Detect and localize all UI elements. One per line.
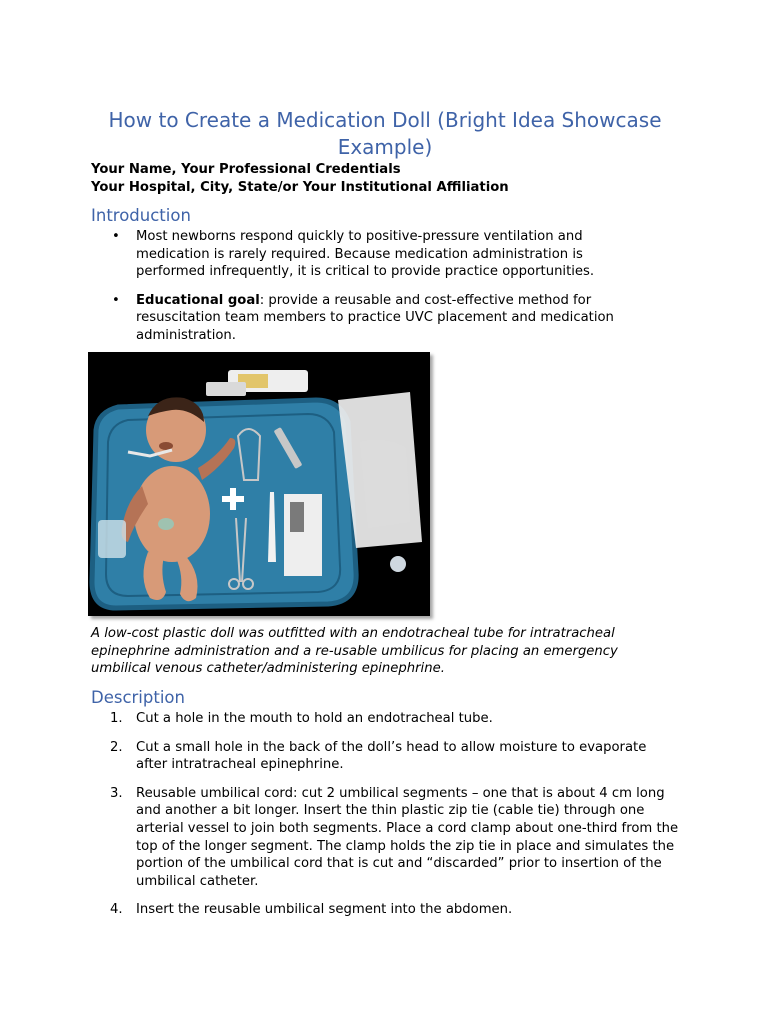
- introduction-heading: Introduction: [91, 206, 191, 225]
- step-number: 1.: [110, 711, 123, 726]
- step-text: Cut a small hole in the back of the doll’s head to allow moisture to evaporate after intratracheal epinephrine.: [136, 739, 647, 773]
- step-text: Cut a hole in the mouth to hold an endotracheal tube.: [136, 711, 493, 726]
- figure-caption: A low-cost plastic doll was outfitted with an endotracheal tube for intratracheal epinephrine administration and a re-usable umbilicus for placing an emergency umbilical venous catheter/administering epinephrine.: [91, 626, 618, 677]
- document-title: How to Create a Medication Doll (Bright Idea Showcase Example): [108, 108, 662, 159]
- step-text: Reusable umbilical cord: cut 2 umbilical segments – one that is about 4 cm long and another a bit longer. Insert the thin plastic zip tie (cable tie) through one arterial vessel to join both segments. Place a cord clamp about one-third from the top of the longer segment. The clamp holds the zip tie in place and simulates the portion of the umbilical cord that is cut and “discarded” prior to insertion of the umbilical catheter.: [136, 785, 679, 889]
- list-item: [110, 228, 650, 281]
- step-text: Insert the reusable umbilical segment into the abdomen.: [136, 902, 513, 918]
- description-steps: [110, 710, 680, 930]
- introduction-bullets: [110, 228, 650, 356]
- step-number: 2.: [110, 739, 123, 755]
- affiliation-line: Your Hospital, City, State/or Your Institutional Affiliation: [91, 180, 509, 195]
- doll-photo-illustration: [88, 352, 430, 616]
- wrapper-fold: [360, 440, 410, 528]
- saline-packet: [206, 382, 246, 396]
- stopcock-cross-bar: [222, 496, 244, 502]
- bullet-glyph: •: [112, 292, 120, 308]
- author-block: [91, 161, 509, 197]
- doll-photo: [88, 352, 430, 616]
- bullet-text: Most newborns respond quickly to positive-pressure ventilation and medication is rarely required. Because medication administration is performed infrequently, it is critical to provide practice opportunities.: [136, 229, 595, 280]
- umbilical-segment: [158, 518, 174, 530]
- list-item: [110, 292, 650, 345]
- author-line: Your Name, Your Professional Credentials: [91, 162, 401, 177]
- step-number: 3.: [110, 785, 123, 801]
- doll-torso: [134, 466, 210, 562]
- bullet-bold-lead: Educational goal: [136, 292, 260, 308]
- list-item: [110, 901, 680, 919]
- catheter-label: [290, 502, 304, 532]
- step-number: 4.: [110, 902, 123, 918]
- list-item: [110, 785, 680, 891]
- description-heading: Description: [91, 688, 185, 707]
- list-item: [110, 710, 680, 728]
- stopcock: [390, 556, 406, 572]
- bullet-glyph: •: [112, 229, 120, 244]
- list-item: [110, 739, 680, 774]
- bullet-text: : provide a reusable and cost-effective method for resuscitation team members to practice UVC placement and medication administration.: [136, 292, 614, 343]
- medication-vial: [98, 520, 126, 558]
